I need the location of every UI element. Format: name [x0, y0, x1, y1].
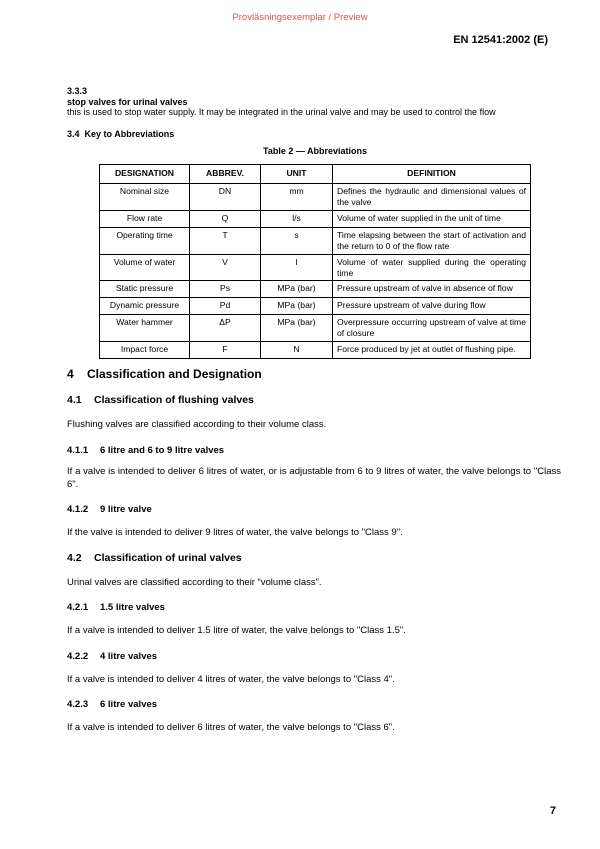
abbrev-cell: DN	[190, 184, 261, 211]
abbreviations-table	[99, 164, 531, 359]
section-4-2-1-number: 4.2.1	[67, 602, 89, 613]
section-4-2-1-title: 1.5 litre valves	[100, 602, 165, 613]
section-4-2-2-text: If a valve is intended to deliver 4 litres of water, the valve belongs to "Class 4".	[67, 674, 395, 685]
section-4-2-heading	[67, 552, 242, 564]
abbrev-cell: T	[190, 228, 261, 255]
unit-cell: mm	[261, 184, 333, 211]
section-4-2-1-text: If a valve is intended to deliver 1.5 litre of water, the valve belongs to "Class 1.5".	[67, 625, 406, 636]
section-4-heading	[67, 367, 262, 381]
column-header-abbrev: ABBREV.	[190, 165, 261, 184]
table-row	[100, 211, 531, 228]
designation-cell: Static pressure	[100, 281, 190, 298]
section-3-3-3-term: stop valves for urinal valves	[67, 97, 188, 107]
section-3-3-3-definition: this is used to stop water supply. It may be integrated in the urinal valve and may be used to control the flow	[67, 107, 496, 117]
abbrev-cell: Ps	[190, 281, 261, 298]
unit-cell: s	[261, 228, 333, 255]
section-4-1-2-title: 9 litre valve	[100, 504, 152, 515]
abbrev-cell: Q	[190, 211, 261, 228]
section-4-1-2-number: 4.1.2	[67, 504, 89, 515]
section-4-2-3-title: 6 litre valves	[100, 699, 158, 710]
abbrev-cell: ΔP	[190, 315, 261, 342]
section-4-1-2-heading	[67, 504, 152, 515]
definition-cell: Volume of water supplied during the operating time	[333, 255, 531, 281]
table-row	[100, 315, 531, 342]
table-row	[100, 184, 531, 211]
definition-cell: Force produced by jet at outlet of flushing pipe.	[333, 342, 531, 359]
definition-cell: Overpressure occurring upstream of valve at time of closure	[333, 315, 531, 342]
designation-cell: Water hammer	[100, 315, 190, 342]
section-4-2-1-heading	[67, 602, 165, 613]
definition-cell: Time elapsing between the start of activation and the return to 0 of the flow rate	[333, 228, 531, 255]
designation-cell: Nominal size	[100, 184, 190, 211]
designation-cell: Flow rate	[100, 211, 190, 228]
table-row	[100, 298, 531, 315]
unit-cell: MPa (bar)	[261, 298, 333, 315]
section-3-3-3-number: 3.3.3	[67, 86, 88, 96]
section-4-2-2-heading	[67, 651, 157, 662]
section-4-2-3-heading	[67, 699, 157, 710]
document-id: EN 12541:2002 (E)	[453, 34, 548, 46]
section-4-1-1-text: If a valve is intended to deliver 6 litres of water, or is adjustable from 6 to 9 litres of water, the valve belongs to "Class 6".	[67, 466, 561, 490]
section-4-number: 4	[67, 367, 74, 381]
table-header-row	[100, 165, 531, 184]
section-4-1-2-text: If the valve is intended to deliver 9 litres of water, the valve belongs to "Class 9".	[67, 527, 403, 538]
unit-cell: l/s	[261, 211, 333, 228]
unit-cell: N	[261, 342, 333, 359]
section-4-1-heading	[67, 394, 254, 406]
abbrev-cell: V	[190, 255, 261, 281]
section-4-1-1-number: 4.1.1	[67, 445, 89, 456]
designation-cell: Operating time	[100, 228, 190, 255]
section-4-1-title: Classification of flushing valves	[94, 394, 254, 406]
table-row	[100, 255, 531, 281]
table-row	[100, 342, 531, 359]
abbrev-cell: F	[190, 342, 261, 359]
section-4-1-1-heading	[67, 445, 224, 456]
designation-cell: Impact force	[100, 342, 190, 359]
section-4-2-number: 4.2	[67, 552, 82, 564]
section-4-2-text: Urinal valves are classified according to their “volume class”.	[67, 577, 322, 588]
designation-cell: Dynamic pressure	[100, 298, 190, 315]
column-header-definition: DEFINITION	[333, 165, 531, 184]
section-4-2-2-number: 4.2.2	[67, 651, 89, 662]
unit-cell: l	[261, 255, 333, 281]
preview-watermark: Provläsningsexemplar / Preview	[232, 12, 368, 23]
table-row	[100, 281, 531, 298]
definition-cell: Volume of water supplied in the unit of time	[333, 211, 531, 228]
designation-cell: Volume of water	[100, 255, 190, 281]
definition-cell: Pressure upstream of valve during flow	[333, 298, 531, 315]
column-header-designation: DESIGNATION	[100, 165, 190, 184]
section-4-1-number: 4.1	[67, 394, 82, 406]
section-4-2-3-text: If a valve is intended to deliver 6 litres of water, the valve belongs to "Class 6".	[67, 722, 395, 733]
page-number: 7	[549, 805, 556, 817]
section-3-4-number: 3.4	[67, 129, 80, 139]
definition-cell: Pressure upstream of valve in absence of flow	[333, 281, 531, 298]
section-3-4-title: Key to Abbreviations	[84, 129, 175, 139]
unit-cell: MPa (bar)	[261, 315, 333, 342]
section-3-4-heading	[67, 129, 174, 139]
section-4-title: Classification and Designation	[87, 367, 262, 381]
section-4-2-title: Classification of urinal valves	[94, 552, 242, 564]
section-4-1-text: Flushing valves are classified according to their volume class.	[67, 419, 327, 430]
column-header-unit: UNIT	[261, 165, 333, 184]
unit-cell: MPa (bar)	[261, 281, 333, 298]
section-4-2-2-title: 4 litre valves	[100, 651, 158, 662]
section-4-2-3-number: 4.2.3	[67, 699, 89, 710]
definition-cell: Defines the hydraulic and dimensional values of the valve	[333, 184, 531, 211]
table-row	[100, 228, 531, 255]
table-caption: Table 2 — Abbreviations	[262, 146, 368, 156]
abbrev-cell: Pd	[190, 298, 261, 315]
section-4-1-1-title: 6 litre and 6 to 9 litre valves	[100, 445, 225, 456]
